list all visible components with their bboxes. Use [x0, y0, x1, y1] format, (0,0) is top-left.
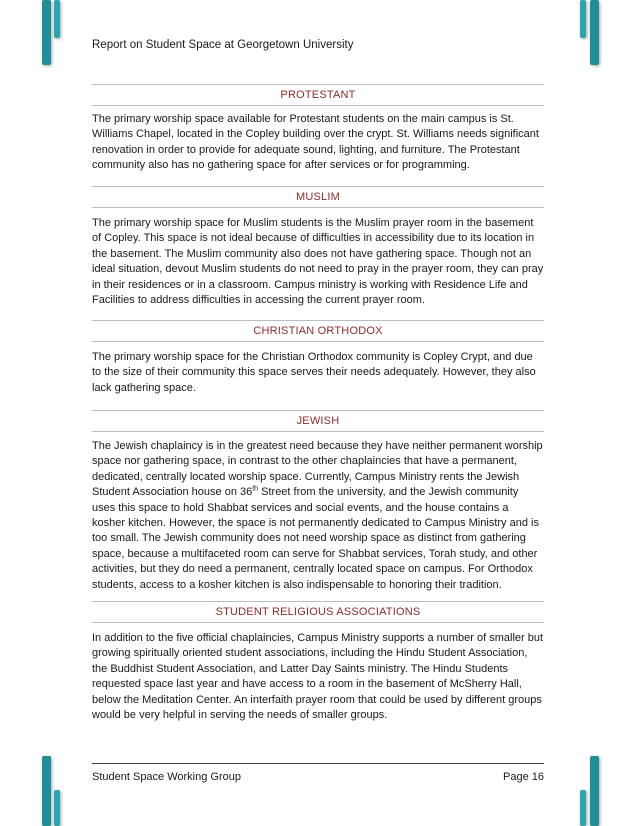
- section-heading-student-religious-associations: STUDENT RELIGIOUS ASSOCIATIONS: [92, 601, 544, 623]
- section-text-jewish: [92, 439, 544, 593]
- footer-rule: [92, 763, 544, 764]
- section-heading-christian-orthodox: CHRISTIAN ORTHODOX: [92, 320, 544, 342]
- left-inner-bar-bottom: [54, 790, 60, 826]
- right-inner-bar-top: [580, 0, 586, 38]
- section-text-student-religious-associations: In addition to the five official chaplaincies, Campus Ministry supports a number of smaller but growing spiritually oriented student associations, including the Hindu Student Association, the Buddhist Student Association, and Latter Day Saints ministry. The Hindu Students requested space last year and have access to a room in the basement of McSherry Hall, below the Meditation Center. An interfaith prayer room that could be used by different groups would be very helpful in serving the needs of smaller groups.: [92, 632, 544, 722]
- ordinal-suffix: th: [252, 485, 259, 493]
- section-heading-protestant: PROTESTANT: [92, 84, 544, 106]
- running-header: Report on Student Space at Georgetown University: [92, 39, 354, 51]
- right-edge-bar-bottom: [590, 756, 599, 826]
- left-inner-bar-top: [54, 0, 60, 38]
- section-text-muslim: The primary worship space for Muslim students is the Muslim prayer room in the basement of Copley. This space is not ideal because of difficulties in accessibility due to its location in the basement. The Muslim community also does not have gathering space. Though not an ideal situation, devout Muslim students do not need to pray in the prayer room, they can pray in their residences or in a classroom. Campus ministry is working with Residence Life and Facilities to address difficulties in accessing the current prayer room.: [92, 217, 544, 307]
- jewish-text-part-1: The Jewish chaplaincy is in the greatest need because they have neither permanent worship space nor gathering space, in contrast to the other chaplaincies that have a permanent, dedicated, centrally located worship space. Currently, Campus Ministry rents the Jewish Student Association house on 36: [92, 440, 543, 499]
- section-text-protestant: The primary worship space available for Protestant students on the main campus is St. Williams Chapel, located in the Copley building over the crypt. St. Williams needs significant renovation in order to provide for adequate sound, lighting, and furniture. The Protestant community also has no gathering space for after services or for programming.: [92, 113, 539, 172]
- footer-group-name: Student Space Working Group: [92, 771, 241, 783]
- jewish-text-part-2: Street from the university, and the Jewish community uses this space to hold Shabbat services and social events, and the house contains a kosher kitchen. However, the space is not permanently dedicated to Campus Ministry and is too small. The Jewish community does not need worship space as distinct from gathering space, because a multifaceted room can serve for Shabbat services, Torah study, and other activities, but they do need a permanent, centrally located space on campus. For Orthodox students, access to a kosher kitchen is also indispensable to honoring their tradition.: [92, 486, 539, 591]
- left-edge-bar-bottom: [42, 756, 51, 826]
- section-heading-muslim: MUSLIM: [92, 186, 544, 208]
- section-text-christian-orthodox: The primary worship space for the Christian Orthodox community is Copley Crypt, and due to the size of their community this space serves their needs adequately. However, they also lack gathering space.: [92, 351, 536, 394]
- section-heading-jewish: JEWISH: [92, 410, 544, 432]
- left-edge-bar-top: [42, 0, 51, 65]
- right-inner-bar-bottom: [580, 790, 586, 826]
- right-edge-bar-top: [590, 0, 599, 65]
- page-number: Page 16: [503, 771, 544, 783]
